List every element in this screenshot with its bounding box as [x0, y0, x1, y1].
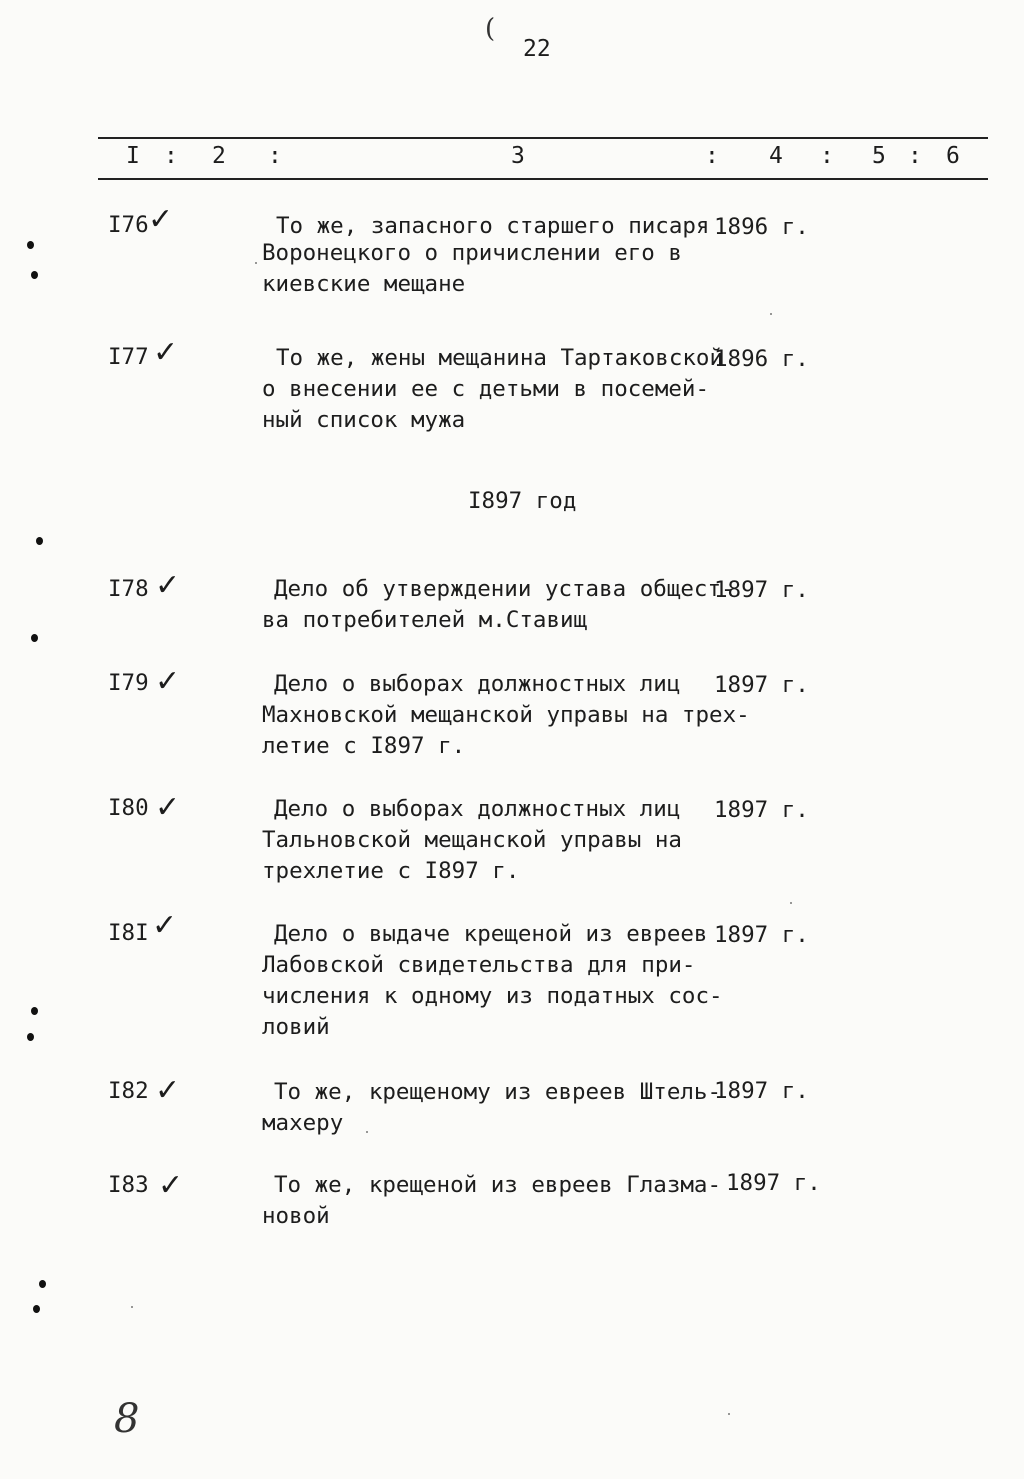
entry-text-line: Дело о выборах должностных лиц [274, 671, 681, 697]
entry-year: 1897 г. [714, 797, 809, 823]
entry-text-line: Воронецкого о причислении его в [262, 240, 682, 266]
entry-number: I79 [108, 670, 149, 696]
punch-hole-icon [31, 634, 38, 642]
entry-number: I8I [108, 920, 149, 946]
punch-hole-icon [31, 271, 38, 279]
entry-text-line: Махновской мещанской управы на трех- [262, 702, 750, 728]
column-separator: : [164, 143, 178, 169]
entry-text-line: То же, жены мещанина Тартаковской [276, 345, 724, 371]
entry-text-line: Дело о выборах должностных лиц [274, 796, 681, 822]
entry-text-line: ловий [262, 1014, 330, 1040]
column-separator: : [820, 143, 834, 169]
speck [790, 902, 792, 904]
entry-text-line: Дело об утверждении устава общест- [274, 576, 735, 602]
checkmark-icon: ✓ [158, 1168, 184, 1203]
entry-text-line: То же, запасного старшего писаря [276, 213, 710, 239]
entry-number: I77 [108, 344, 149, 370]
checkmark-icon: ✓ [155, 790, 181, 825]
entry-year: 1897 г. [714, 922, 809, 948]
section-heading: I897 год [468, 488, 577, 514]
entry-text-line: Дело о выдаче крещеной из евреев [274, 921, 708, 947]
entry-number: I83 [108, 1172, 149, 1198]
column-separator: : [908, 143, 922, 169]
checkmark-icon: ✓ [152, 908, 178, 943]
entry-text-line: о внесении ее с детьми в посемей- [262, 376, 710, 402]
speck [366, 1131, 368, 1133]
entry-text-line: трехлетие с I897 г. [262, 858, 520, 884]
page-number: 22 [523, 36, 551, 62]
speck [770, 313, 772, 315]
punch-hole-icon [31, 1007, 38, 1015]
entry-text-line: ва потребителей м.Ставищ [262, 607, 588, 633]
entry-text-line: числения к одному из податных сос- [262, 983, 723, 1009]
punch-hole-icon [39, 1280, 46, 1288]
column-3-number: 3 [511, 143, 525, 169]
speck [131, 1306, 133, 1308]
entry-text-line: Тальновской мещанской управы на [262, 827, 682, 853]
entry-year: 1896 г. [714, 214, 809, 240]
checkmark-icon: ✓ [155, 568, 181, 603]
speck [728, 1413, 730, 1415]
column-5-number: 5 [872, 143, 886, 169]
header-rule-bottom [98, 178, 988, 180]
entry-number: I82 [108, 1078, 149, 1104]
column-4-number: 4 [769, 143, 783, 169]
entry-text-line: То же, крещеному из евреев Штель- [274, 1079, 722, 1105]
entry-number: I76 [108, 212, 149, 238]
column-2-number: 2 [212, 143, 226, 169]
entry-year: 1897 г. [726, 1170, 821, 1196]
entry-text-line: махеру [262, 1110, 344, 1136]
entry-year: 1897 г. [714, 577, 809, 603]
entry-year: 1897 г. [714, 672, 809, 698]
entry-text-line: киевские мещане [262, 271, 466, 297]
column-1-number: I [126, 143, 140, 169]
column-separator: : [705, 143, 719, 169]
punch-hole-icon [33, 1305, 40, 1313]
entry-text-line: Лабовской свидетельства для при- [262, 952, 696, 978]
speck [255, 262, 257, 264]
column-separator: : [268, 143, 282, 169]
checkmark-icon: ✓ [155, 664, 181, 699]
column-6-number: 6 [946, 143, 960, 169]
entry-text-line: летие с I897 г. [262, 733, 466, 759]
entry-number: I80 [108, 795, 149, 821]
entry-year: 1897 г. [714, 1078, 809, 1104]
punch-hole-icon [36, 537, 43, 545]
checkmark-icon: ✓ [155, 1073, 181, 1108]
handwritten-mark: 8 [114, 1396, 140, 1442]
pencil-mark: ( [485, 14, 496, 44]
entry-year: 1896 г. [714, 346, 809, 372]
entry-text-line: новой [262, 1203, 330, 1229]
punch-hole-icon [27, 1033, 34, 1041]
header-rule-top [98, 137, 988, 139]
entry-text-line: ный список мужа [262, 407, 466, 433]
entry-number: I78 [108, 576, 149, 602]
punch-hole-icon [27, 241, 34, 249]
checkmark-icon: ✓ [148, 202, 174, 237]
checkmark-icon: ✓ [153, 335, 179, 370]
entry-text-line: То же, крещеной из евреев Глазма- [274, 1172, 722, 1198]
